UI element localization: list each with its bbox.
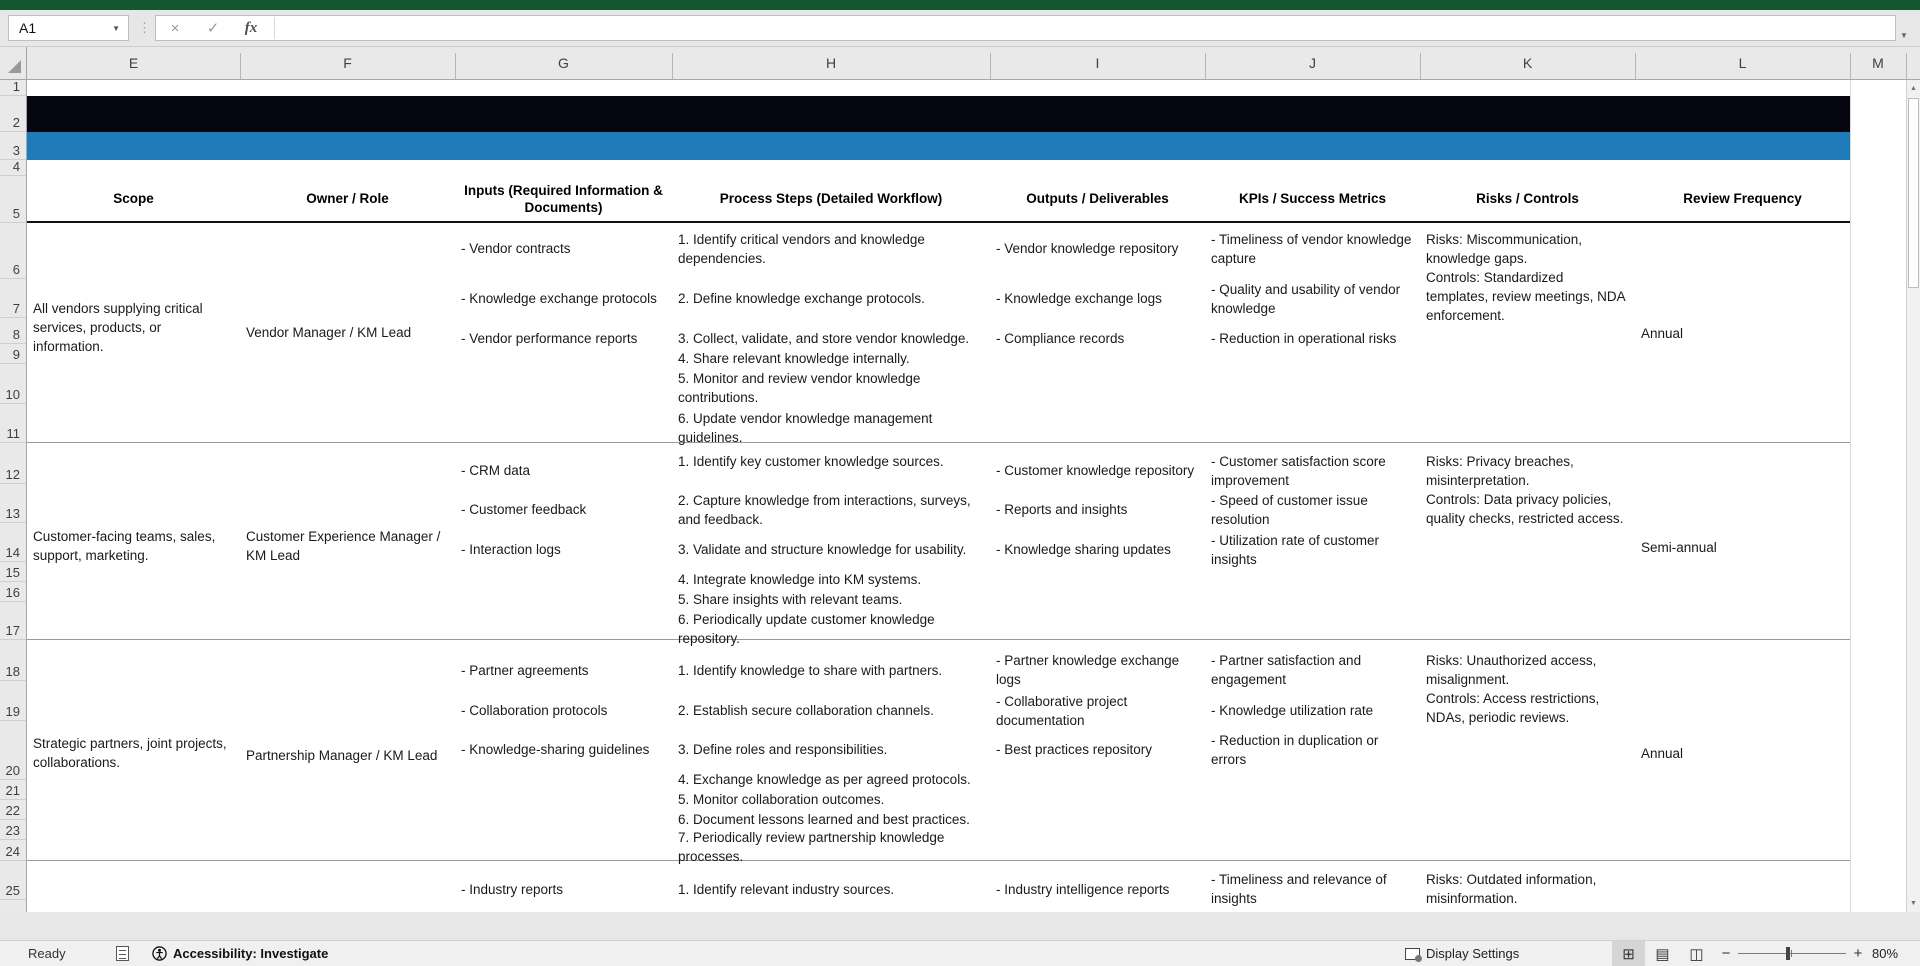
formula-bar-drag-dots-icon[interactable]: ⋮ bbox=[138, 20, 152, 35]
process-step[interactable]: 5. Monitor and review vendor knowledge contributions. bbox=[678, 371, 921, 405]
process-step[interactable]: 7. Periodically review partnership knowledge processes. bbox=[678, 830, 945, 864]
row-header-12[interactable]: 12 bbox=[0, 443, 26, 484]
row-header-13[interactable]: 13 bbox=[0, 484, 26, 523]
view-page-layout-icon[interactable]: ▤ bbox=[1655, 945, 1670, 963]
scroll-down-icon[interactable]: ▼ bbox=[1910, 899, 1917, 907]
output-item[interactable]: - Vendor knowledge repository bbox=[996, 241, 1179, 256]
enter-icon[interactable]: ✓ bbox=[206, 20, 220, 37]
title-band-row[interactable] bbox=[27, 96, 1850, 132]
table-header-cell[interactable]: Scope bbox=[113, 191, 154, 206]
row-header-3[interactable]: 3 bbox=[0, 132, 26, 160]
column-header-I[interactable]: I bbox=[1095, 55, 1100, 71]
status-bar bbox=[0, 940, 1920, 966]
output-item[interactable]: - Reports and insights bbox=[996, 502, 1128, 517]
row-header-1[interactable]: 1 bbox=[0, 80, 26, 96]
column-header-J[interactable]: J bbox=[1309, 55, 1316, 71]
zoom-in-button[interactable]: + bbox=[1853, 945, 1863, 962]
process-step[interactable]: 3. Collect, validate, and store vendor knowledge. bbox=[678, 331, 970, 346]
zoom-slider-center-tick bbox=[1791, 950, 1792, 957]
cells-area bbox=[27, 80, 1906, 912]
risks-text: Risks: Outdated information, misinformation. bbox=[1426, 872, 1597, 906]
review-frequency-cell[interactable]: Semi-annual bbox=[1641, 540, 1717, 555]
row-header-22[interactable]: 22 bbox=[0, 800, 26, 820]
process-step[interactable]: 4. Integrate knowledge into KM systems. bbox=[678, 572, 922, 587]
row-header-11[interactable]: 11 bbox=[0, 404, 26, 443]
row-header-16[interactable]: 16 bbox=[0, 582, 26, 602]
name-box[interactable] bbox=[8, 15, 129, 41]
column-divider bbox=[1906, 53, 1907, 79]
column-header-strip bbox=[0, 47, 1920, 80]
process-step[interactable]: 1. Identify critical vendors and knowledge dependencies. bbox=[678, 232, 925, 266]
record-section-2 bbox=[27, 443, 1850, 646]
formula-bar bbox=[155, 15, 1896, 41]
display-settings-button[interactable] bbox=[1405, 941, 1519, 966]
process-step[interactable]: 2. Establish secure collaboration channels. bbox=[678, 703, 934, 718]
output-item[interactable]: - Customer knowledge repository bbox=[996, 463, 1195, 478]
row-header-6[interactable]: 6 bbox=[0, 223, 26, 279]
zoom-level[interactable]: 80% bbox=[1872, 946, 1899, 961]
owner-role-cell[interactable]: Vendor Manager / KM Lead bbox=[246, 325, 412, 340]
accessibility-label: Accessibility: Investigate bbox=[173, 946, 329, 961]
controls-text: Controls: Standardized templates, review meetings, NDA enforcement. bbox=[1426, 270, 1625, 323]
column-divider bbox=[1205, 53, 1206, 79]
input-item[interactable]: - Knowledge exchange protocols bbox=[461, 291, 657, 306]
input-item[interactable]: - Partner agreements bbox=[461, 663, 589, 678]
zoom-out-button[interactable]: − bbox=[1721, 945, 1731, 962]
display-settings-icon bbox=[1405, 948, 1420, 960]
row-header-5[interactable]: 5 bbox=[0, 176, 26, 223]
process-step[interactable]: 5. Share insights with relevant teams. bbox=[678, 592, 903, 607]
display-settings-label: Display Settings bbox=[1426, 946, 1520, 961]
output-item[interactable]: - Partner knowledge exchange logs bbox=[996, 653, 1180, 687]
row-header-23[interactable]: 23 bbox=[0, 820, 26, 840]
column-divider bbox=[455, 53, 456, 79]
formula-bar-collapse-icon[interactable]: ▼ bbox=[1900, 31, 1908, 40]
process-step[interactable]: 6. Update vendor knowledge management guidelines. bbox=[678, 411, 933, 445]
input-item[interactable]: - CRM data bbox=[461, 463, 531, 478]
record-section-3 bbox=[27, 640, 1850, 864]
record-section-1 bbox=[27, 223, 1850, 443]
controls-text: Controls: Data privacy policies, quality checks, restricted access. bbox=[1426, 492, 1624, 526]
select-all-triangle-icon bbox=[8, 60, 21, 73]
row-header-19[interactable]: 19 bbox=[0, 681, 26, 721]
row-header-24[interactable]: 24 bbox=[0, 840, 26, 861]
accessibility-status[interactable] bbox=[152, 941, 328, 966]
kpi-item[interactable]: - Reduction in duplication or errors bbox=[1211, 733, 1379, 767]
risks-text: Risks: Unauthorized access, misalignment. bbox=[1426, 653, 1597, 687]
controls-text: Controls: Access restrictions, NDAs, periodic reviews. bbox=[1426, 691, 1600, 725]
select-all-corner[interactable] bbox=[0, 47, 27, 79]
process-step[interactable]: 2. Define knowledge exchange protocols. bbox=[678, 291, 925, 306]
review-frequency-cell[interactable]: Annual bbox=[1641, 326, 1684, 341]
column-divider bbox=[1420, 53, 1421, 79]
kpi-item[interactable]: - Reduction in operational risks bbox=[1211, 331, 1397, 346]
input-item[interactable]: - Vendor contracts bbox=[461, 241, 571, 256]
process-step[interactable]: 3. Validate and structure knowledge for usability. bbox=[678, 542, 967, 557]
output-item[interactable]: - Compliance records bbox=[996, 331, 1125, 346]
kpi-item[interactable]: - Timeliness and relevance of insights bbox=[1211, 872, 1387, 906]
formula-bar-divider bbox=[274, 17, 275, 39]
owner-role-cell[interactable]: Customer Experience Manager / KM Lead bbox=[246, 529, 441, 563]
output-item[interactable]: - Knowledge sharing updates bbox=[996, 542, 1171, 557]
risks-controls-cell[interactable] bbox=[1426, 452, 1629, 528]
kpi-item[interactable]: - Knowledge utilization rate bbox=[1211, 703, 1374, 718]
process-step[interactable]: 3. Define roles and responsibilities. bbox=[678, 742, 888, 757]
row-header-20[interactable]: 20 bbox=[0, 721, 26, 780]
row-header-21[interactable]: 21 bbox=[0, 780, 26, 800]
row-header-18[interactable]: 18 bbox=[0, 640, 26, 681]
input-item[interactable]: - Knowledge-sharing guidelines bbox=[461, 742, 650, 757]
output-item[interactable]: - Knowledge exchange logs bbox=[996, 291, 1162, 306]
row-number-gutter bbox=[0, 80, 27, 912]
process-step[interactable]: 4. Share relevant knowledge internally. bbox=[678, 351, 910, 366]
process-step[interactable]: 6. Document lessons learned and best practices. bbox=[678, 812, 970, 827]
process-step[interactable]: 1. Identify relevant industry sources. bbox=[678, 882, 895, 897]
row-header-14[interactable]: 14 bbox=[0, 523, 26, 562]
row-header-25[interactable]: 25 bbox=[0, 861, 26, 900]
table-header-cell[interactable]: Outputs / Deliverables bbox=[1026, 191, 1169, 206]
risks-controls-cell[interactable] bbox=[1426, 230, 1629, 325]
formula-bar-row bbox=[0, 10, 1920, 47]
process-step[interactable]: 5. Monitor collaboration outcomes. bbox=[678, 792, 885, 807]
column-divider bbox=[1635, 53, 1636, 79]
zoom-slider-track[interactable] bbox=[1738, 953, 1846, 954]
kpi-item[interactable]: - Partner satisfaction and engagement bbox=[1211, 653, 1362, 687]
process-step[interactable]: 6. Periodically update customer knowledge repository. bbox=[678, 612, 935, 646]
accessibility-icon bbox=[152, 946, 167, 961]
view-normal-icon[interactable]: ⊞ bbox=[1612, 941, 1645, 966]
risks-text: Risks: Miscommunication, knowledge gaps. bbox=[1426, 232, 1583, 266]
column-header-K[interactable]: K bbox=[1522, 55, 1533, 71]
scope-cell[interactable]: All vendors supplying critical services, products, or information. bbox=[33, 301, 203, 354]
output-item[interactable]: - Collaborative project documentation bbox=[996, 694, 1128, 728]
column-header-L[interactable]: L bbox=[1738, 55, 1747, 71]
status-mode: Ready bbox=[28, 946, 66, 961]
name-box-dropdown-icon[interactable]: ▼ bbox=[112, 23, 120, 33]
zoom-slider-thumb[interactable] bbox=[1786, 947, 1790, 960]
vertical-scrollbar[interactable] bbox=[1906, 80, 1920, 912]
kpi-item[interactable]: - Customer satisfaction score improvement bbox=[1211, 454, 1386, 488]
table-header-cell[interactable]: Risks / Controls bbox=[1476, 191, 1579, 206]
column-divider bbox=[1850, 53, 1851, 79]
column-divider bbox=[240, 53, 241, 79]
column-divider bbox=[672, 53, 673, 79]
scope-cell[interactable]: Strategic partners, joint projects, collaborations. bbox=[33, 736, 227, 770]
input-item[interactable]: - Collaboration protocols bbox=[461, 703, 608, 718]
table-header-cell[interactable]: Owner / Role bbox=[306, 191, 389, 206]
scope-cell[interactable]: Customer-facing teams, sales, support, marketing. bbox=[33, 529, 216, 563]
view-page-break-icon[interactable]: ◫ bbox=[1689, 945, 1704, 963]
risks-controls-cell[interactable] bbox=[1426, 651, 1629, 727]
cancel-icon[interactable]: × bbox=[170, 19, 180, 37]
process-step[interactable]: 1. Identify knowledge to share with partners. bbox=[678, 663, 943, 678]
output-item[interactable]: - Best practices repository bbox=[996, 742, 1153, 757]
column-header-F[interactable]: F bbox=[343, 55, 352, 71]
row-header-7[interactable]: 7 bbox=[0, 279, 26, 318]
table-header-cell[interactable]: Inputs (Required Information & Documents) bbox=[464, 182, 663, 215]
table-header-cell[interactable]: Process Steps (Detailed Workflow) bbox=[719, 191, 943, 206]
input-item[interactable]: - Interaction logs bbox=[461, 542, 561, 557]
column-header-M[interactable]: M bbox=[1872, 55, 1884, 71]
ribbon-edge-strip bbox=[0, 0, 1920, 10]
column-header-E[interactable]: E bbox=[128, 55, 139, 71]
table-header-cell[interactable]: Review Frequency bbox=[1683, 191, 1802, 206]
process-step[interactable]: 1. Identify key customer knowledge sources. bbox=[678, 454, 944, 469]
vertical-scrollbar-thumb[interactable] bbox=[1908, 98, 1919, 288]
table-header-cell[interactable]: KPIs / Success Metrics bbox=[1238, 191, 1387, 206]
row-header-4[interactable]: 4 bbox=[0, 160, 26, 176]
row-header-9[interactable]: 9 bbox=[0, 344, 26, 364]
review-frequency-cell[interactable]: Annual bbox=[1641, 746, 1684, 761]
table-header-row bbox=[27, 176, 1850, 223]
row-header-17[interactable]: 17 bbox=[0, 602, 26, 640]
input-item[interactable]: - Industry reports bbox=[461, 882, 564, 897]
column-divider bbox=[990, 53, 991, 79]
process-step[interactable]: 4. Exchange knowledge as per agreed protocols. bbox=[678, 772, 971, 787]
kpi-item[interactable]: - Utilization rate of customer insights bbox=[1211, 533, 1380, 567]
input-item[interactable]: - Customer feedback bbox=[461, 502, 587, 517]
process-step[interactable]: 2. Capture knowledge from interactions, surveys, and feedback. bbox=[678, 493, 971, 527]
row-header-15[interactable]: 15 bbox=[0, 562, 26, 582]
insert-function-icon[interactable]: fx bbox=[244, 19, 258, 36]
risks-text: Risks: Privacy breaches, misinterpretation. bbox=[1426, 454, 1574, 488]
macro-record-icon[interactable] bbox=[116, 946, 129, 961]
subtitle-band-row[interactable] bbox=[27, 132, 1850, 160]
column-header-G[interactable]: G bbox=[558, 55, 569, 71]
record-section-4 bbox=[27, 861, 1850, 912]
column-header-H[interactable]: H bbox=[825, 55, 837, 71]
gridline bbox=[1850, 80, 1851, 912]
row-header-2[interactable]: 2 bbox=[0, 96, 26, 132]
input-item[interactable]: - Vendor performance reports bbox=[461, 331, 638, 346]
owner-role-cell[interactable]: Partnership Manager / KM Lead bbox=[246, 748, 438, 763]
name-box-value: A1 bbox=[19, 20, 37, 36]
kpi-item[interactable]: - Timeliness of vendor knowledge capture bbox=[1211, 232, 1412, 266]
kpi-item[interactable]: - Speed of customer issue resolution bbox=[1211, 493, 1368, 527]
scroll-up-icon[interactable]: ▲ bbox=[1910, 84, 1917, 92]
kpi-item[interactable]: - Quality and usability of vendor knowledge bbox=[1211, 282, 1401, 316]
sheet-grid bbox=[0, 80, 1920, 912]
row-header-10[interactable]: 10 bbox=[0, 364, 26, 404]
output-item[interactable]: - Industry intelligence reports bbox=[996, 882, 1170, 897]
risks-controls-cell[interactable] bbox=[1426, 870, 1629, 908]
row-header-8[interactable]: 8 bbox=[0, 318, 26, 344]
